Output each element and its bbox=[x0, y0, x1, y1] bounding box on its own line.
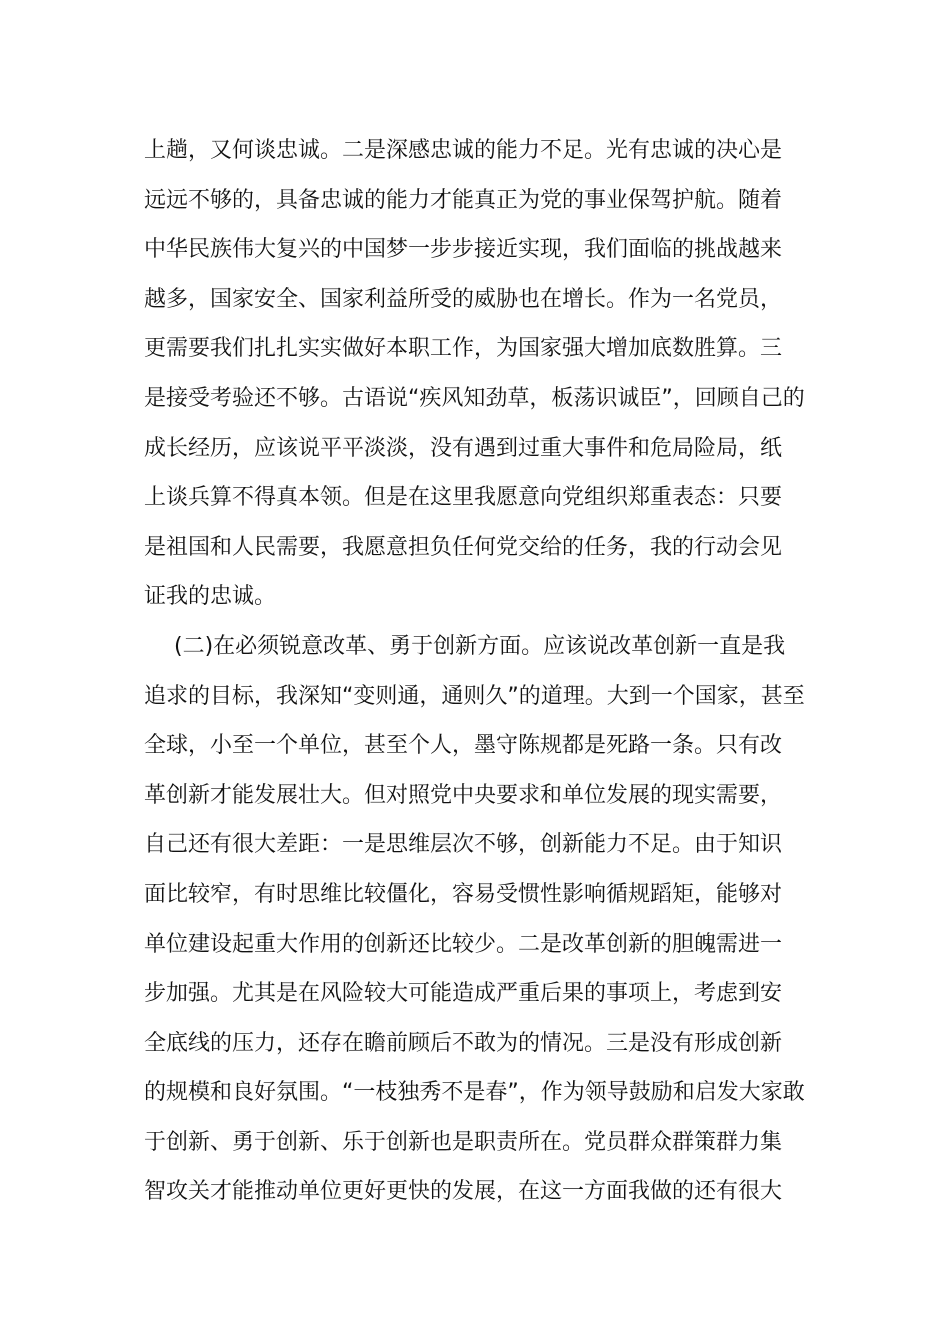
body-text bbox=[144, 126, 808, 1217]
text-line: 是接受考验还不够。古语说“疾风知劲草，板荡识诚臣”，回顾自己的 bbox=[144, 385, 805, 411]
text-line: 中华民族伟大复兴的中国梦一步步接近实现，我们面临的挑战越来 bbox=[144, 237, 783, 263]
text-line: 面比较窄，有时思维比较僵化，容易受惯性影响循规蹈矩，能够对 bbox=[144, 881, 783, 907]
text-line: 自己还有很大差距：一是思维层次不够，创新能力不足。由于知识 bbox=[144, 832, 783, 858]
text-line: 革创新才能发展壮大。但对照党中央要求和单位发展的现实需要， bbox=[144, 782, 783, 808]
text-line: 全球，小至一个单位，甚至个人，墨守陈规都是死路一条。只有改 bbox=[144, 733, 783, 759]
text-line: 智攻关才能推动单位更好更快的发展，在这一方面我做的还有很大 bbox=[144, 1179, 783, 1205]
text-line: 成长经历，应该说平平淡淡，没有遇到过重大事件和危局险局，纸 bbox=[144, 435, 783, 461]
text-line: 是祖国和人民需要，我愿意担负任何党交给的任务，我的行动会见 bbox=[144, 534, 783, 560]
text-line: 远远不够的，具备忠诚的能力才能真正为党的事业保驾护航。随着 bbox=[144, 187, 783, 213]
text-line: 上谈兵算不得真本领。但是在这里我愿意向党组织郑重表态：只要 bbox=[144, 485, 783, 511]
text-line: 单位建设起重大作用的创新还比较少。二是改革创新的胆魄需进一 bbox=[144, 931, 783, 957]
text-line: 的规模和良好氛围。“一枝独秀不是春”，作为领导鼓励和启发大家敢 bbox=[144, 1080, 805, 1106]
text-line: 步加强。尤其是在风险较大可能造成严重后果的事项上，考虑到安 bbox=[144, 981, 783, 1007]
section-heading-line: (二)在必须锐意改革、勇于创新方面。应该说改革创新一直是我 bbox=[174, 633, 786, 659]
text-line: 越多，国家安全、国家利益所受的威胁也在增长。作为一名党员， bbox=[144, 286, 783, 312]
text-line: 证我的忠诚。 bbox=[144, 584, 277, 610]
text-line: 上趟，又何谈忠诚。二是深感忠诚的能力不足。光有忠诚的决心是 bbox=[144, 138, 783, 163]
text-line: 更需要我们扎扎实实做好本职工作，为国家强大增加底数胜算。三 bbox=[144, 336, 783, 362]
text-line: 于创新、勇于创新、乐于创新也是职责所在。党员群众群策群力集 bbox=[144, 1129, 783, 1155]
text-line: 追求的目标，我深知“变则通，通则久”的道理。大到一个国家，甚至 bbox=[144, 683, 805, 709]
text-line: 全底线的压力，还存在瞻前顾后不敢为的情况。三是没有形成创新 bbox=[144, 1030, 783, 1056]
